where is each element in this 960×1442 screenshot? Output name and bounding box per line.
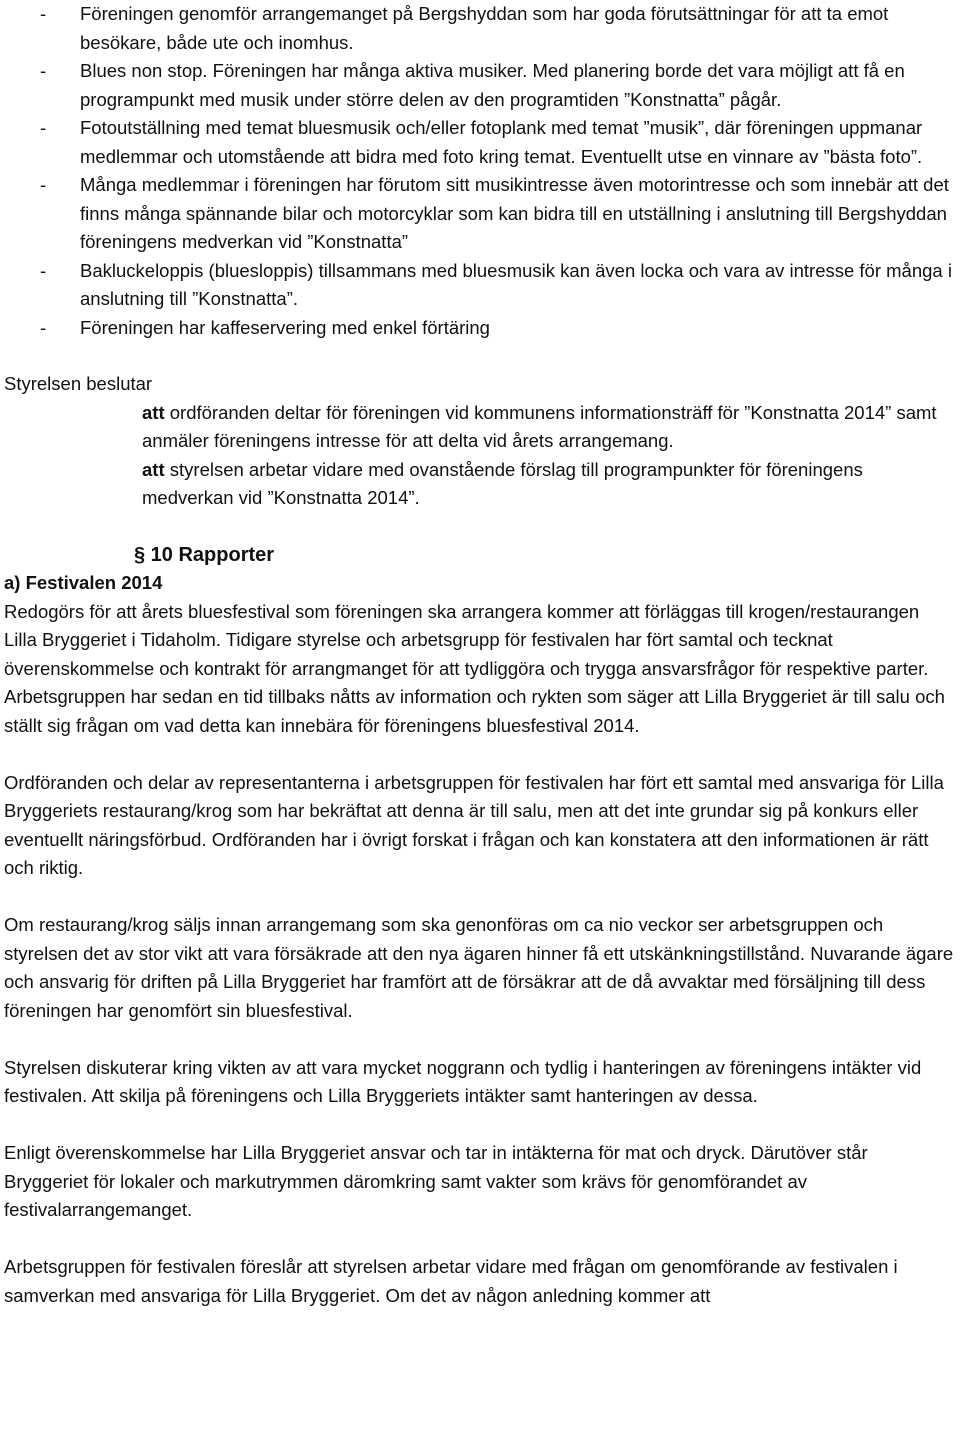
decision-text: styrelsen arbetar vidare med ovanstående förslag till programpunkter för föreningens medverkan vid ”Konstnatta 2014”. — [142, 458, 863, 508]
list-item — [4, 314, 956, 343]
list-item — [4, 114, 956, 171]
list-item-text: Blues non stop. Föreningen har många aktiva musiker. Med planering borde det vara möjligt att få en programpunkt med musik under större delen av den programtiden ”Konstnatta” pågår. — [80, 60, 905, 110]
paragraph: Arbetsgruppen för festivalen föreslår att styrelsen arbetar vidare med frågan om genomförande av festivalen i samverkan med ansvariga för Lilla Bryggeriet. Om det av någon anledning kommer att — [4, 1256, 898, 1306]
bullet-dash: - — [40, 60, 47, 81]
att-keyword: att — [142, 458, 165, 480]
bullet-dash: - — [40, 117, 47, 138]
decision-item — [142, 399, 956, 456]
list-item-text: Föreningen har kaffeservering med enkel förtäring — [80, 316, 490, 338]
list-item-text: Många medlemmar i föreningen har förutom sitt musikintresse även motorintresse och som innebär att det finns många spännande bilar och motorcyklar som kan bidra till en utställning i anslutning till Bergshyddan föreningens medverkan vid ”Konstnatta” — [80, 174, 949, 252]
list-item — [4, 257, 956, 314]
decision-block — [4, 399, 956, 513]
proposal-list — [4, 0, 956, 342]
list-item-text: Bakluckeloppis (bluesloppis) tillsammans med bluesmusik kan även locka och vara av intresse för många i anslutning till ”Konstnatta”. — [80, 259, 952, 309]
att-keyword: att — [142, 401, 165, 423]
paragraph: Om restaurang/krog säljs innan arrangemang som ska genonföras om ca nio veckor ser arbetsgruppen och styrelsen det av stor vikt att vara försäkrade att den nya ägaren hinner få ett utskänkningstillstånd. Nuvarande ägare och ansvarig för driften på Lilla Bryggeriet har framfört att de försäkrar att de då avvaktar med försäljning till dess föreningen har genomfört sin bluesfestival. — [4, 914, 954, 1021]
decision-text: ordföranden deltar för föreningen vid kommunens informationsträff för ”Konstnatta 2014” samt anmäler föreningens intresse för att delta vid årets arrangemang. — [142, 401, 937, 451]
list-item — [4, 57, 956, 114]
paragraph: Styrelsen diskuterar kring vikten av att vara mycket noggrann och tydlig i hanteringen av föreningens intäkter vid festivalen. Att skilja på föreningens och Lilla Bryggeriets intäkter samt hanteringen av dessa. — [4, 1056, 922, 1106]
section-heading: § 10 Rapporter — [134, 543, 275, 566]
decision-item — [142, 456, 956, 513]
list-item-text: Fotoutställning med temat bluesmusik och/eller fotoplank med temat ”musik”, där föreningen uppmanar medlemmar och utomstående att bidra med foto kring temat. Eventuellt utse en vinnare av ”bästa foto”. — [80, 117, 923, 167]
paragraph: Ordföranden och delar av representanterna i arbetsgruppen för festivalen har fört ett samtal med ansvariga för Lilla Bryggeriets restaurang/krog som har bekräftat att denna är till salu, men att det inte grundar sig på konkurs eller eventuellt näringsförbud. Ordföranden har i övrigt forskat i frågan och kan konstatera att den informationen är rätt och riktig. — [4, 771, 944, 878]
bullet-dash: - — [40, 316, 47, 338]
bullet-dash: - — [40, 259, 47, 281]
paragraph: Enligt överenskommelse har Lilla Bryggeriet ansvar och tar in intäkterna för mat och dryck. Därutöver står Bryggeriet för lokaler och markutrymmen däromkring samt vakter som krävs för genomförandet av festivalarrangemanget. — [4, 1142, 868, 1220]
bullet-dash: - — [40, 174, 47, 195]
list-item — [4, 171, 956, 257]
bullet-dash: - — [40, 3, 47, 24]
decision-label: Styrelsen beslutar — [4, 373, 153, 394]
list-item-text: Föreningen genomför arrangemanget på Bergshyddan som har goda förutsättningar för att ta emot besökare, både ute och inomhus. — [80, 3, 889, 53]
paragraph: Redogörs för att årets bluesfestival som föreningen ska arrangera kommer att förläggas till krogen/restaurangen Lilla Bryggeriet i Tidaholm. Tidigare styrelse och arbetsgrupp för festivalen har fört samtal och tecknat överenskommelse och kontrakt för arrangmanget för att tydliggöra och trygga ansvarsfrågor för respektive parter. Arbetsgruppen har sedan en tid tillbaks nåtts av information och rykten som säger att Lilla Bryggeriet är till salu och ställt sig frågan om vad detta kan innebära för föreningens bluesfestival 2014. — [4, 600, 945, 736]
list-item — [4, 0, 956, 57]
section-subheading: a) Festivalen 2014 — [4, 572, 163, 593]
